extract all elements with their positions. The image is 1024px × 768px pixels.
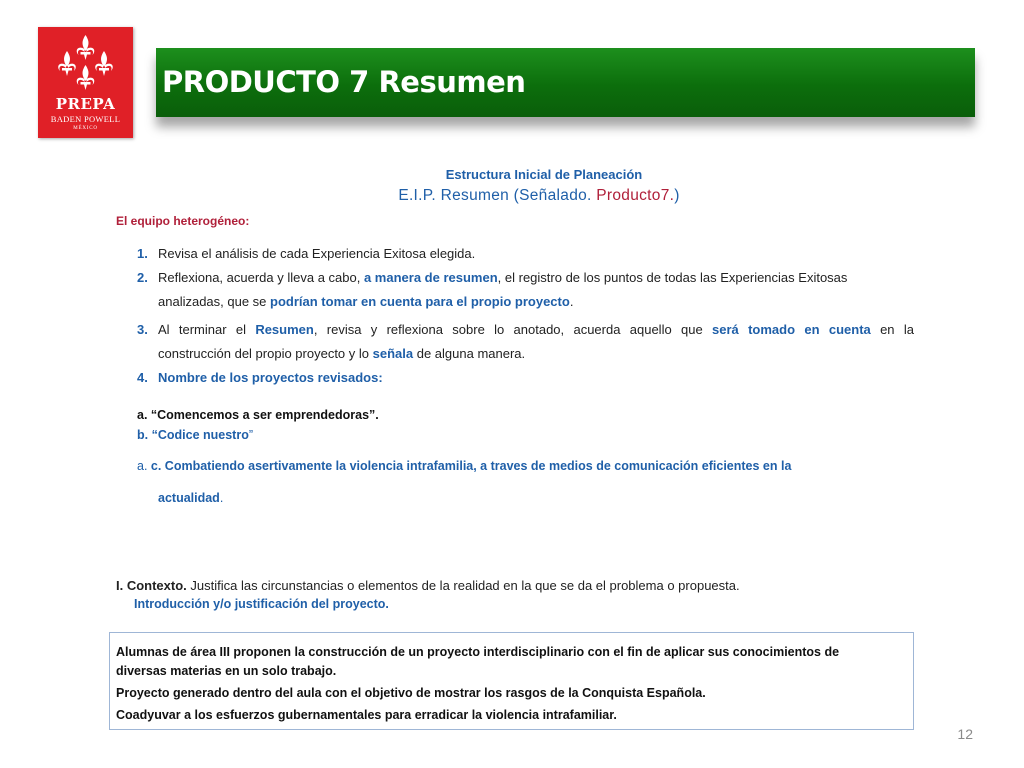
project-c-title: c. Combatiendo asertivamente la violencia intrafamilia, a traves de medios de comunicación eficientes en la <box>150 459 792 473</box>
summary-box <box>109 632 914 730</box>
item-bold: podrían tomar en cuenta para el propio proyecto <box>270 294 570 309</box>
context-subtitle: Introducción y/o justificación del proyecto. <box>134 597 389 611</box>
list-item-2-cont <box>158 294 573 309</box>
item-text: en la <box>870 322 914 337</box>
item-bold: será tomado en cuenta <box>712 322 871 337</box>
summary-line: Alumnas de área III proponen la construcción de un proyecto interdisciplinario con el fin de aplicar sus conocimientos de <box>116 645 840 659</box>
page-number: 12 <box>957 726 973 742</box>
item-text: Nombre de los proyectos revisados: <box>158 370 383 385</box>
item-number: 2. <box>137 270 148 285</box>
project-b <box>137 428 253 442</box>
project-c-cont <box>158 491 223 505</box>
subtitle-eip <box>0 187 1024 205</box>
item-text: , revisa y reflexiona sobre lo anotado, acuerda aquello que <box>313 322 713 337</box>
fleur-de-lis-icon <box>38 27 133 97</box>
project-c-cont-text: actualidad <box>158 491 220 505</box>
item-text: construcción del propio proyecto y lo <box>158 346 373 361</box>
item-text: de alguna manera. <box>413 346 526 361</box>
list-item-2 <box>137 270 847 285</box>
item-number: 1. <box>137 246 148 261</box>
summary-line: Proyecto generado dentro del aula con el objetivo de mostrar los rasgos de la Conquista Española. <box>116 686 706 700</box>
page-title: PRODUCTO 7 Resumen <box>162 65 526 99</box>
list-item-4 <box>137 370 383 385</box>
title-bar <box>156 48 975 117</box>
summary-line: Coadyuvar a los esfuerzos gubernamentales para erradicar la violencia intrafamiliar. <box>116 708 617 722</box>
context-label: I. Contexto. <box>116 578 187 593</box>
logo-text-baden-powell: BADEN POWELL <box>50 114 121 124</box>
item-text: Al terminar el <box>158 322 256 337</box>
item-text: Revisa el análisis de cada Experiencia Exitosa elegida. <box>158 246 476 261</box>
project-b-title: Codice nuestro <box>157 428 249 442</box>
project-b-suffix: ” <box>248 428 254 442</box>
item-bold: Resumen <box>255 322 314 337</box>
subtitle-eip-prefix: E.I.P. Resumen (Señalado. <box>398 187 597 204</box>
prepa-logo <box>38 27 133 138</box>
context-line <box>116 578 740 593</box>
summary-line: diversas materias en un solo trabajo. <box>116 664 337 678</box>
logo-text-prepa: PREPA <box>55 95 116 113</box>
list-item-3 <box>137 322 914 337</box>
logo-text-mexico: MÉXICO <box>73 126 98 131</box>
item-bold: a manera de resumen <box>363 270 498 285</box>
item-bold: señala <box>372 346 414 361</box>
subtitle-eip-highlight: Producto7. <box>596 187 675 204</box>
item-text: , el registro de los puntos de todas las Experiencias Exitosas <box>497 270 848 285</box>
project-c-prefix: a. <box>137 459 151 473</box>
list-item-1 <box>137 246 475 261</box>
project-c <box>137 459 791 473</box>
team-label: El equipo heterogéneo: <box>116 214 250 228</box>
project-b-prefix: b. “ <box>137 428 158 442</box>
item-text: Reflexiona, acuerda y lleva a cabo, <box>158 270 364 285</box>
list-item-3-cont <box>158 346 525 361</box>
project-c-end: . <box>219 491 224 505</box>
item-number: 3. <box>137 322 148 337</box>
subtitle-eip-suffix: ) <box>674 187 680 204</box>
item-number: 4. <box>137 370 148 385</box>
context-text: Justifica las circunstancias o elementos de la realidad en la que se da el problema o propuesta. <box>186 578 740 593</box>
subtitle-structure: Estructura Inicial de Planeación <box>445 167 643 182</box>
project-a: a. “Comencemos a ser emprendedoras”. <box>137 408 379 422</box>
item-text: . <box>569 294 574 309</box>
item-text: analizadas, que se <box>158 294 271 309</box>
